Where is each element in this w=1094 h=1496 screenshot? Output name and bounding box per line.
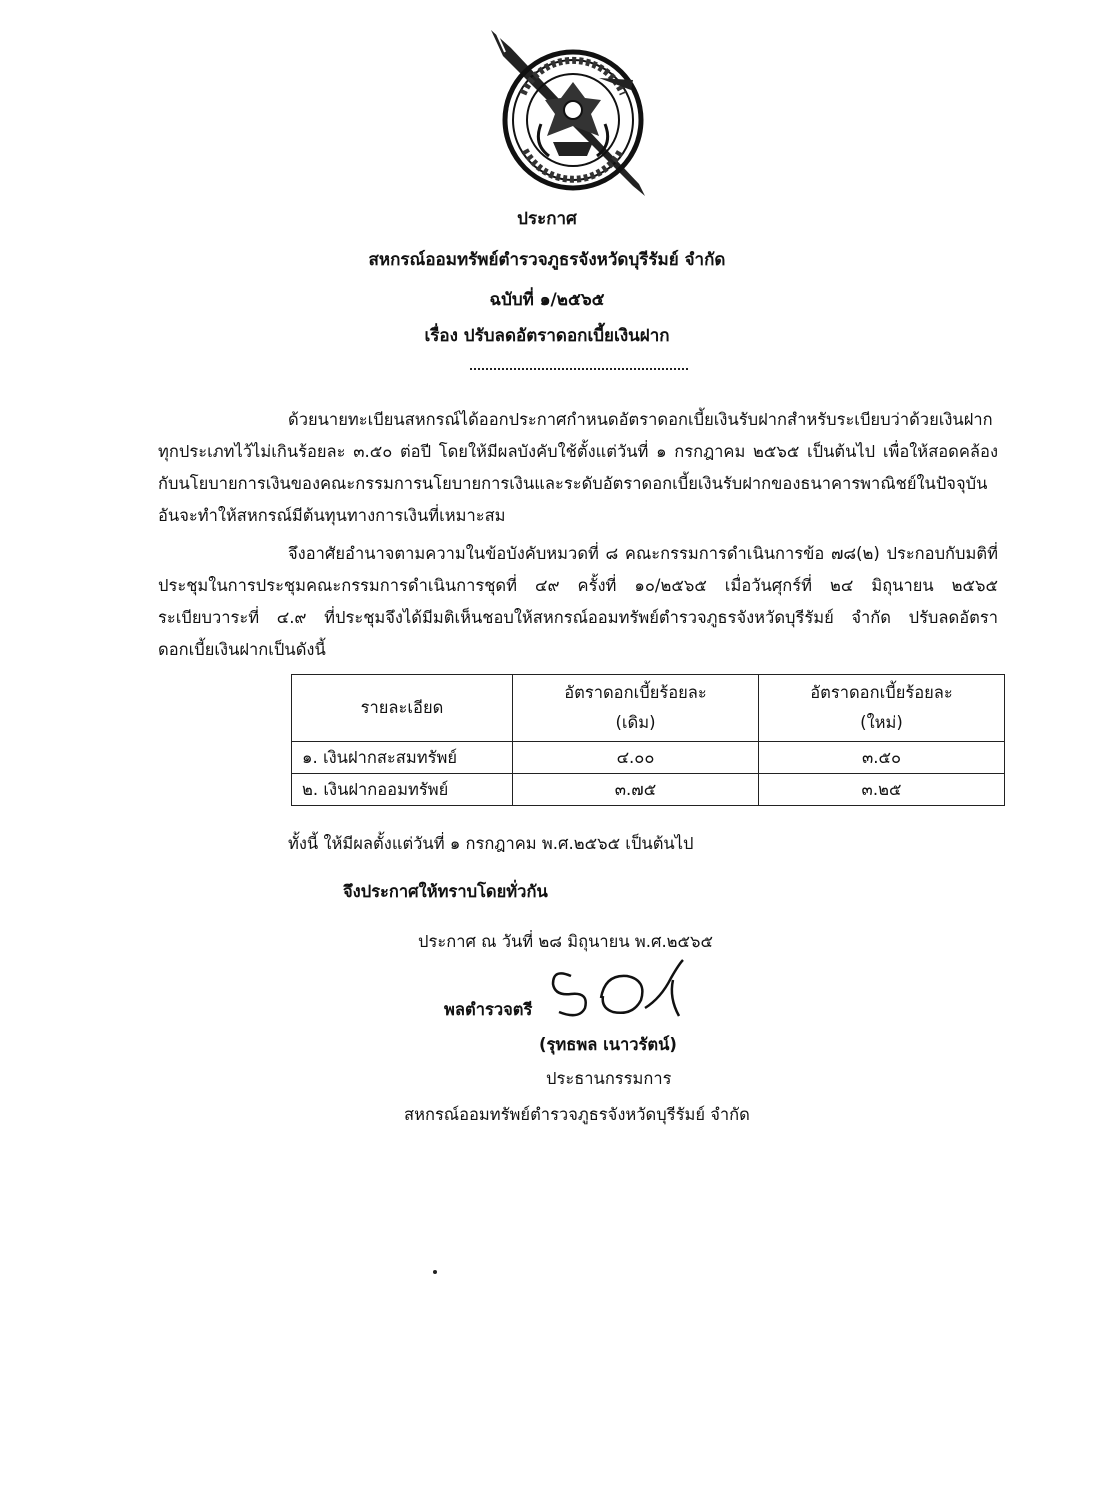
header-detail: รายละเอียด [292,675,513,742]
signatory-position: ประธานกรรมการ [546,1069,672,1088]
body-paragraph-2 [158,538,998,666]
row-new-rate: ๓.๕๐ [759,742,1005,774]
header-old-rate: อัตราดอกเบี้ยร้อยละ (เดิม) [513,675,759,742]
row-old-rate: ๔.๐๐ [513,742,759,774]
organization-name: สหกรณ์ออมทรัพย์ตำรวจภูธรจังหวัดบุรีรัมย์ จำกัด [368,250,726,270]
body-paragraph-1 [158,404,998,532]
paragraph-2-text: จึงอาศัยอำนาจตามความในข้อบังคับหมวดที่ ๘ คณะกรรมการดำเนินการข้อ ๗๘(๒) ประกอบกับมติที่ประชุมในการประชุมคณะกรรมการดำเนินการชุดที่ ๔๙ ครั้งที่ ๑๐/๒๕๖๕ เมื่อวันศุกร์ที่ ๒๔ มิถุนายน ๒๕๖๕ ระเบียบวาระที่ ๔.๙ ที่ประชุมจึงได้มีมติเห็นชอบให้สหกรณ์ออมทรัพย์ตำรวจภูธรจังหวัดบุรีรัมย์ จำกัด ปรับลดอัตราดอกเบี้ยเงินฝากเป็นดังนี้ [158,544,998,659]
table-header-row [292,675,1005,742]
dotted-divider [470,368,688,370]
row-old-rate: ๓.๗๕ [513,774,759,806]
row-desc: ๑. เงินฝากสะสมทรัพย์ [292,742,513,774]
paragraph-1-text: ด้วยนายทะเบียนสหกรณ์ได้ออกประกาศกำหนดอัตราดอกเบี้ยเงินรับฝากสำหรับระเบียบว่าด้วยเงินฝากทุกประเภทไว้ไม่เกินร้อยละ ๓.๕๐ ต่อปี โดยให้มีผลบังคับใช้ตั้งแต่วันที่ ๑ กรกฎาคม ๒๕๖๕ เป็นต้นไป เพื่อให้สอดคล้องกับนโยบายการเงินของคณะกรรมการนโยบายการเงินและระดับอัตราดอกเบี้ยเงินรับฝากของธนาคารพาณิชย์ในปัจจุบัน อันจะทำให้สหกรณ์มีต้นทุนทางการเงินที่เหมาะสม [158,410,998,525]
signatory-organization: สหกรณ์ออมทรัพย์ตำรวจภูธรจังหวัดบุรีรัมย์ จำกัด [404,1105,750,1124]
row-new-rate: ๓.๒๕ [759,774,1005,806]
signatory-rank: พลตำรวจตรี [444,1000,533,1019]
announce-line: จึงประกาศให้ทราบโดยทั่วกัน [343,882,548,901]
announce-date: ประกาศ ณ วันที่ ๒๘ มิถุนายน พ.ศ.๒๕๖๕ [418,932,714,951]
announcement-subject: เรื่อง ปรับลดอัตราดอกเบี้ยเงินฝาก [424,326,670,346]
table-row [292,742,1005,774]
effective-date-line: ทั้งนี้ ให้มีผลตั้งแต่วันที่ ๑ กรกฎาคม พ.ศ.๒๕๖๕ เป็นต้นไป [288,834,694,853]
table-row [292,774,1005,806]
header-new-rate: อัตราดอกเบี้ยร้อยละ (ใหม่) [759,675,1005,742]
stray-dot [433,1270,437,1274]
row-desc: ๒. เงินฝากออมทรัพย์ [292,774,513,806]
signature-mark [541,958,701,1028]
signatory-name: (รุทธพล เนาวรัตน์) [539,1035,677,1054]
announcement-number: ฉบับที่ ๑/๒๕๖๕ [489,290,605,310]
interest-rate-table [291,674,1005,806]
cooperative-seal-emblem [483,26,661,200]
announcement-heading: ประกาศ [517,209,577,229]
